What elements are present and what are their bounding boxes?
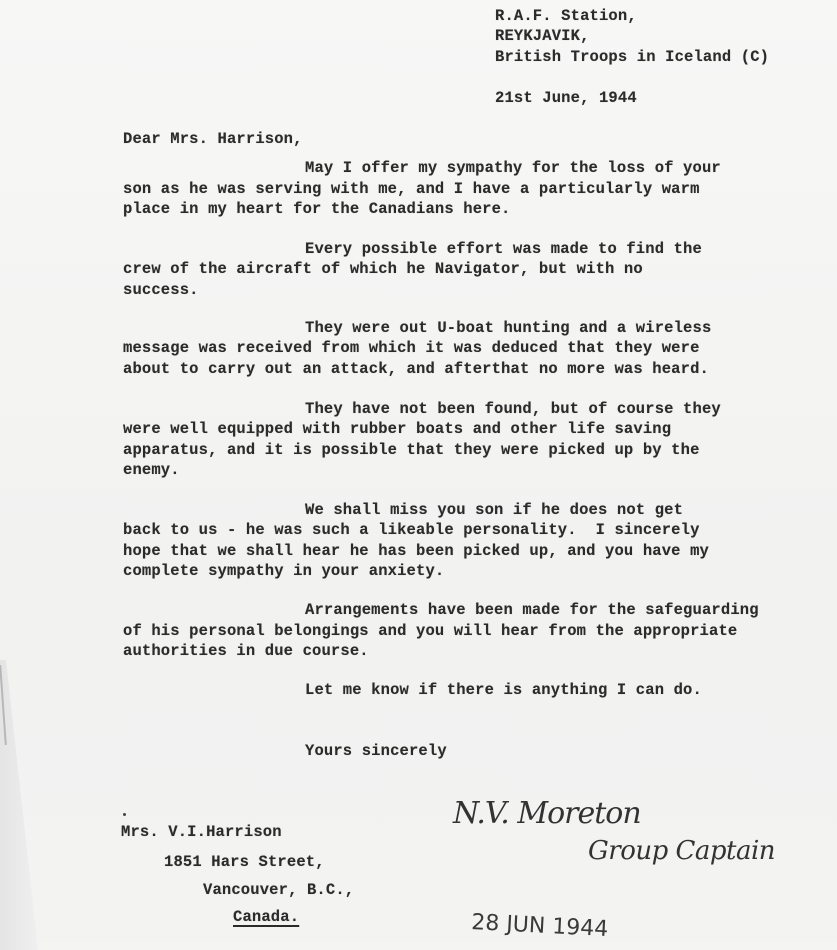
- recipient-street: 1851 Hars Street,: [164, 853, 325, 871]
- handwritten-title: Group Captain: [588, 836, 776, 866]
- paragraph-6-line-1: Arrangements have been made for the safeguarding: [305, 601, 759, 619]
- paragraph-3-line-2: message was received from which it was deduced that they were: [123, 339, 700, 357]
- recipient-country: Canada.: [233, 908, 300, 926]
- paragraph-1-line-1: May I offer my sympathy for the loss of your: [305, 159, 721, 177]
- paragraph-4-line-3: apparatus, and it is possible that they were picked up by the: [123, 441, 700, 459]
- paragraph-6-line-2: of his personal belongings and you will hear from the appropriate: [123, 622, 738, 640]
- paragraph-4-line-1: They have not been found, but of course they: [305, 400, 721, 418]
- paragraph-1-line-2: son as he was serving with me, and I have a particularly warm: [123, 180, 700, 198]
- paragraph-2-line-3: success.: [123, 281, 199, 299]
- page-edge-shadow: [0, 660, 40, 950]
- paragraph-7-line-1: Let me know if there is anything I can do.: [305, 681, 702, 699]
- received-date-stamp: 28 JUN 1944: [470, 910, 609, 943]
- paragraph-6-line-3: authorities in due course.: [123, 642, 369, 660]
- paragraph-5-line-2: back to us - he was such a likeable personality. I sincerely: [123, 521, 700, 539]
- paragraph-3-line-3: about to carry out an attack, and afterthat no more was heard.: [123, 360, 709, 378]
- paragraph-2-line-1: Every possible effort was made to find the: [305, 240, 702, 258]
- recipient-name: Mrs. V.I.Harrison: [121, 823, 282, 841]
- paragraph-1-line-3: place in my heart for the Canadians here.: [123, 200, 511, 218]
- closing: Yours sincerely: [305, 742, 447, 760]
- recipient-city: Vancouver, B.C.,: [203, 881, 355, 899]
- paragraph-5-line-1: We shall miss you son if he does not get: [305, 501, 684, 519]
- paragraph-5-line-3: hope that we shall hear he has been picked up, and you have my: [123, 542, 709, 560]
- typewriter-dot: [123, 813, 126, 816]
- handwritten-signature: N.V. Moreton: [453, 796, 641, 831]
- sender-address-line-3: British Troops in Iceland (C): [495, 48, 770, 66]
- paragraph-4-line-4: enemy.: [123, 461, 180, 479]
- sender-address-line-1: R.A.F. Station,: [495, 7, 637, 25]
- sender-address-line-2: REYKJAVIK,: [495, 27, 590, 45]
- letter-date: 21st June, 1944: [495, 89, 637, 107]
- paragraph-4-line-2: were well equipped with rubber boats and other life saving: [123, 420, 672, 438]
- paragraph-3-line-1: They were out U-boat hunting and a wireless: [305, 319, 712, 337]
- paragraph-5-line-4: complete sympathy in your anxiety.: [123, 562, 445, 580]
- paragraph-2-line-2: crew of the aircraft of which he Navigator, but with no: [123, 260, 643, 278]
- salutation: Dear Mrs. Harrison,: [123, 130, 303, 148]
